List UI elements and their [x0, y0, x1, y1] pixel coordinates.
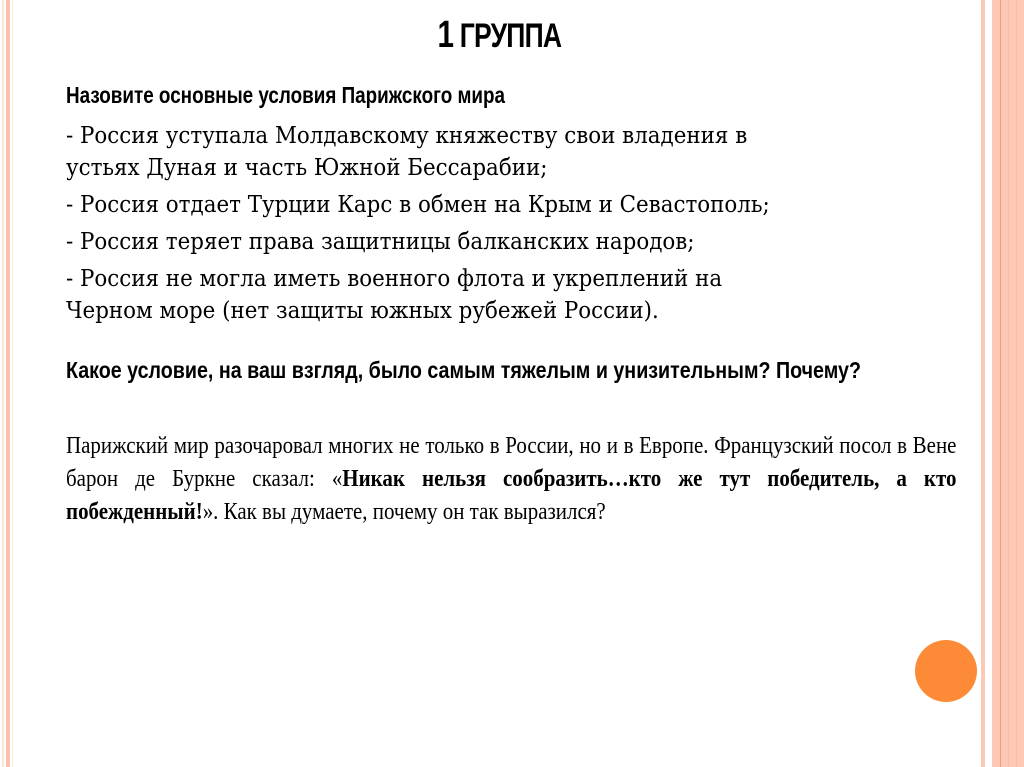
paragraph-question: ». Как вы думаете, почему он так выразился? [202, 499, 606, 525]
right-border-line [1000, 0, 1001, 767]
slide-content [66, 80, 956, 529]
bullet-line: - Россия не могла иметь военного флота и укреплений на [66, 266, 723, 292]
bullet-item [66, 120, 959, 184]
question-heading: Назовите основные условия Парижского мира [66, 82, 506, 108]
left-border-stripe [6, 0, 10, 767]
bullet-item [66, 263, 959, 327]
bullet-line: Черном море (нет защиты южных рубежей России). [66, 298, 659, 324]
orange-circle-decoration [915, 640, 977, 702]
bullet-line: - Россия отдает Турции Карс в обмен на Крым и Севастополь; [66, 192, 770, 218]
paragraph-intro: Парижский мир разочаровал многих не только в России, но и в Европе. Французский посол в Вене барон де Буркне сказал: « [66, 433, 957, 492]
quote-text: Никак нельзя сообразить…кто же тут победитель, а кто побежденный! [66, 466, 957, 525]
bullet-line: - Россия уступала Молдавскому княжеству свои владения в [66, 123, 748, 149]
bullet-line: устьях Дуная и часть Южной Бессарабии; [66, 155, 548, 181]
left-border-stripe [12, 0, 13, 767]
discussion-question [66, 355, 956, 386]
quote-paragraph-text [66, 430, 956, 529]
left-border-stripe [2, 0, 4, 767]
right-border-line [1008, 0, 1009, 767]
right-border-stripe [981, 0, 985, 767]
slide-title [109, 14, 889, 57]
bullet-item [66, 226, 959, 258]
bullet-line: - Россия теряет права защитницы балканских народов; [66, 229, 695, 255]
title-number: 1 [437, 14, 454, 56]
discussion-question-text: Какое условие, на ваш взгляд, было самым тяжелым и унизительным? Почему? [66, 357, 861, 383]
bullet-item [66, 189, 959, 221]
title-word: ГРУППА [459, 17, 562, 55]
quote-paragraph [66, 430, 956, 529]
right-border-line [1016, 0, 1017, 767]
